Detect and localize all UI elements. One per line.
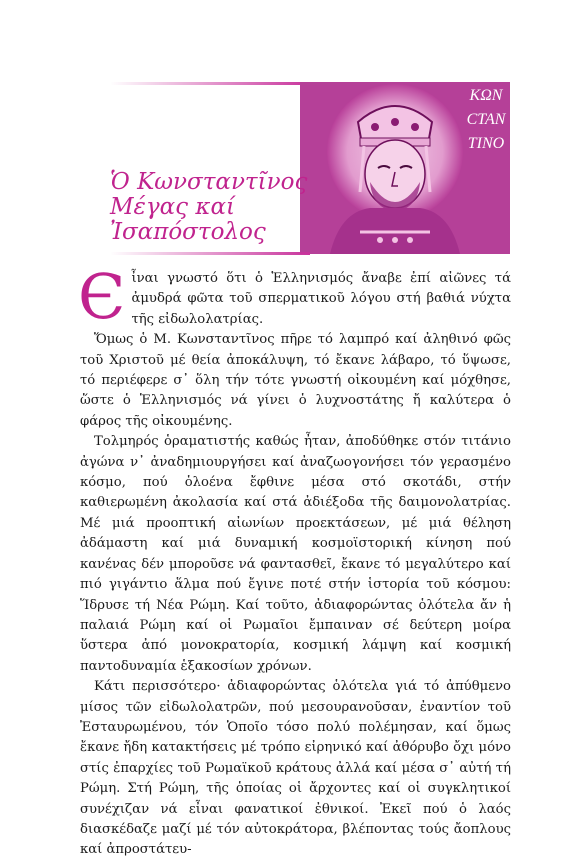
paragraph-text: ἶναι γνωστό ὅτι ὁ Ἑλληνισμός ἄναβε ἐπί αἰῶνες τά ἀμυδρά φῶτα τοῦ σπερματικοῦ λόγου στή βαθιά νύχτα τῆς εἰδωλολατρίας.: [131, 271, 511, 327]
chapter-header: [0, 0, 570, 262]
portrait-inscription-line-1: ΚΩΝ: [469, 87, 503, 104]
portrait-inscription-line-2: СΤΑΝ: [466, 111, 506, 128]
chapter-title-line: Ὁ Κωνσταντῖνος: [110, 169, 308, 195]
drop-cap: Є: [78, 260, 126, 333]
paragraph: [78, 260, 511, 333]
paragraph: Ὅμως ὁ Μ. Κωνσταντῖνος πῆρε τό λαμπρό καί ἀληθινό φῶς τοῦ Χριστοῦ μέ θεία ἀποκάλυψη, τό ἔκανε λάβαρο, τό ὕψωσε, τό περιέφερε σ᾽ ὅλη τήν τότε γνωστή οἰκουμένη καί μόχθησε, ὥστε ὁ Ἑλληνισμός νά γίνει ὁ λυχνοστάτης ἤ καλύτερα ὁ φάρος τῆς οἰκουμένης.: [80, 332, 511, 429]
header-rule-bottom: [110, 252, 310, 255]
chapter-body: [78, 260, 511, 861]
paragraph: Τολμηρός ὁραματιστής καθώς ἦταν, ἀποδύθηκε στόν τιτάνιο ἀγώνα ν᾽ ἀναδημιουργήσει καί ἀναζωογονήσει τόν γερασμένο κόσμο, πού ὁλοένα ἔφθινε μέσα στό σκοτάδι, στήν καθιερωμένη ἀκολασία καί στά ἀδιέξοδα τῆς δαιμονολατρίας. Μέ μιά προοπτική αἰωνίων προεκτάσεων, μέ μιά θέληση ἀδάμαστη καί μιά δυναμική κοσμοϊστορική κίνηση πού κανένας δέν μποροῦσε νά φαντασθεῖ, ἔκανε τό μεγαλύτερο καί πιό γιγάντιο ἅλμα πού ἔγινε ποτέ στήν ἱστορία τοῦ κόσμου: Ἵδρυσε τή Νέα Ρώμη. Καί τοῦτο, ἀδιαφορώντας ὁλότελα ἄν ἡ παλαιά Ρώμη καί οἱ Ρωμαῖοι ἔμπαιναν σέ δεύτερη μοίρα ὕστερα ἀπό μονοκρατορία, κοσμική λάμψη καί κοσμική παντοδυναμία ἑξακοσίων χρόνων.: [80, 434, 511, 674]
chapter-title: [110, 170, 310, 245]
emperor-portrait-icon: [300, 82, 510, 254]
chapter-title-line: Ἰσαπόστολος: [110, 219, 266, 245]
header-rule-top: [110, 82, 310, 85]
portrait-inscription-line-3: ΤΙΝΟ: [467, 135, 505, 152]
chapter-title-line: Μέγας καί: [110, 194, 235, 220]
paragraph: Κάτι περισσότερο· ἀδιαφορώντας ὁλότελα γιά τό ἀπύθμενο μίσος τῶν εἰδωλολατρῶν, πού μεσουρανοῦσαν, ἐναντίον τοῦ Ἐσταυρωμένου, τόν Ὁποῖο τόσο πολύ πολέμησαν, καί ὅμως ἔκανε ἤδη κατακτήσεις μέ τρόπο εἰρηνικό καί ἀθόρυβο ὄχι μόνο στίς ἐπαρχίες τοῦ Ρωμαϊκοῦ κράτους ἀλλά καί μέσα σ᾽ αὐτή τή Ρώμη. Στή Ρώμη, τῆς ὁποίας οἱ ἄρχοντες καί οἱ συγκλητικοί συνέχιζαν νά εἶναι φανατικοί ἐθνικοί. Ἐκεῖ πού ὁ λαός διασκέδαζε μαζί μέ τόν αὐτοκράτορα, βλέποντας τούς ἄοπλους καί ἀπροστάτευ-: [80, 679, 511, 858]
portrait-illustration: [300, 82, 510, 254]
